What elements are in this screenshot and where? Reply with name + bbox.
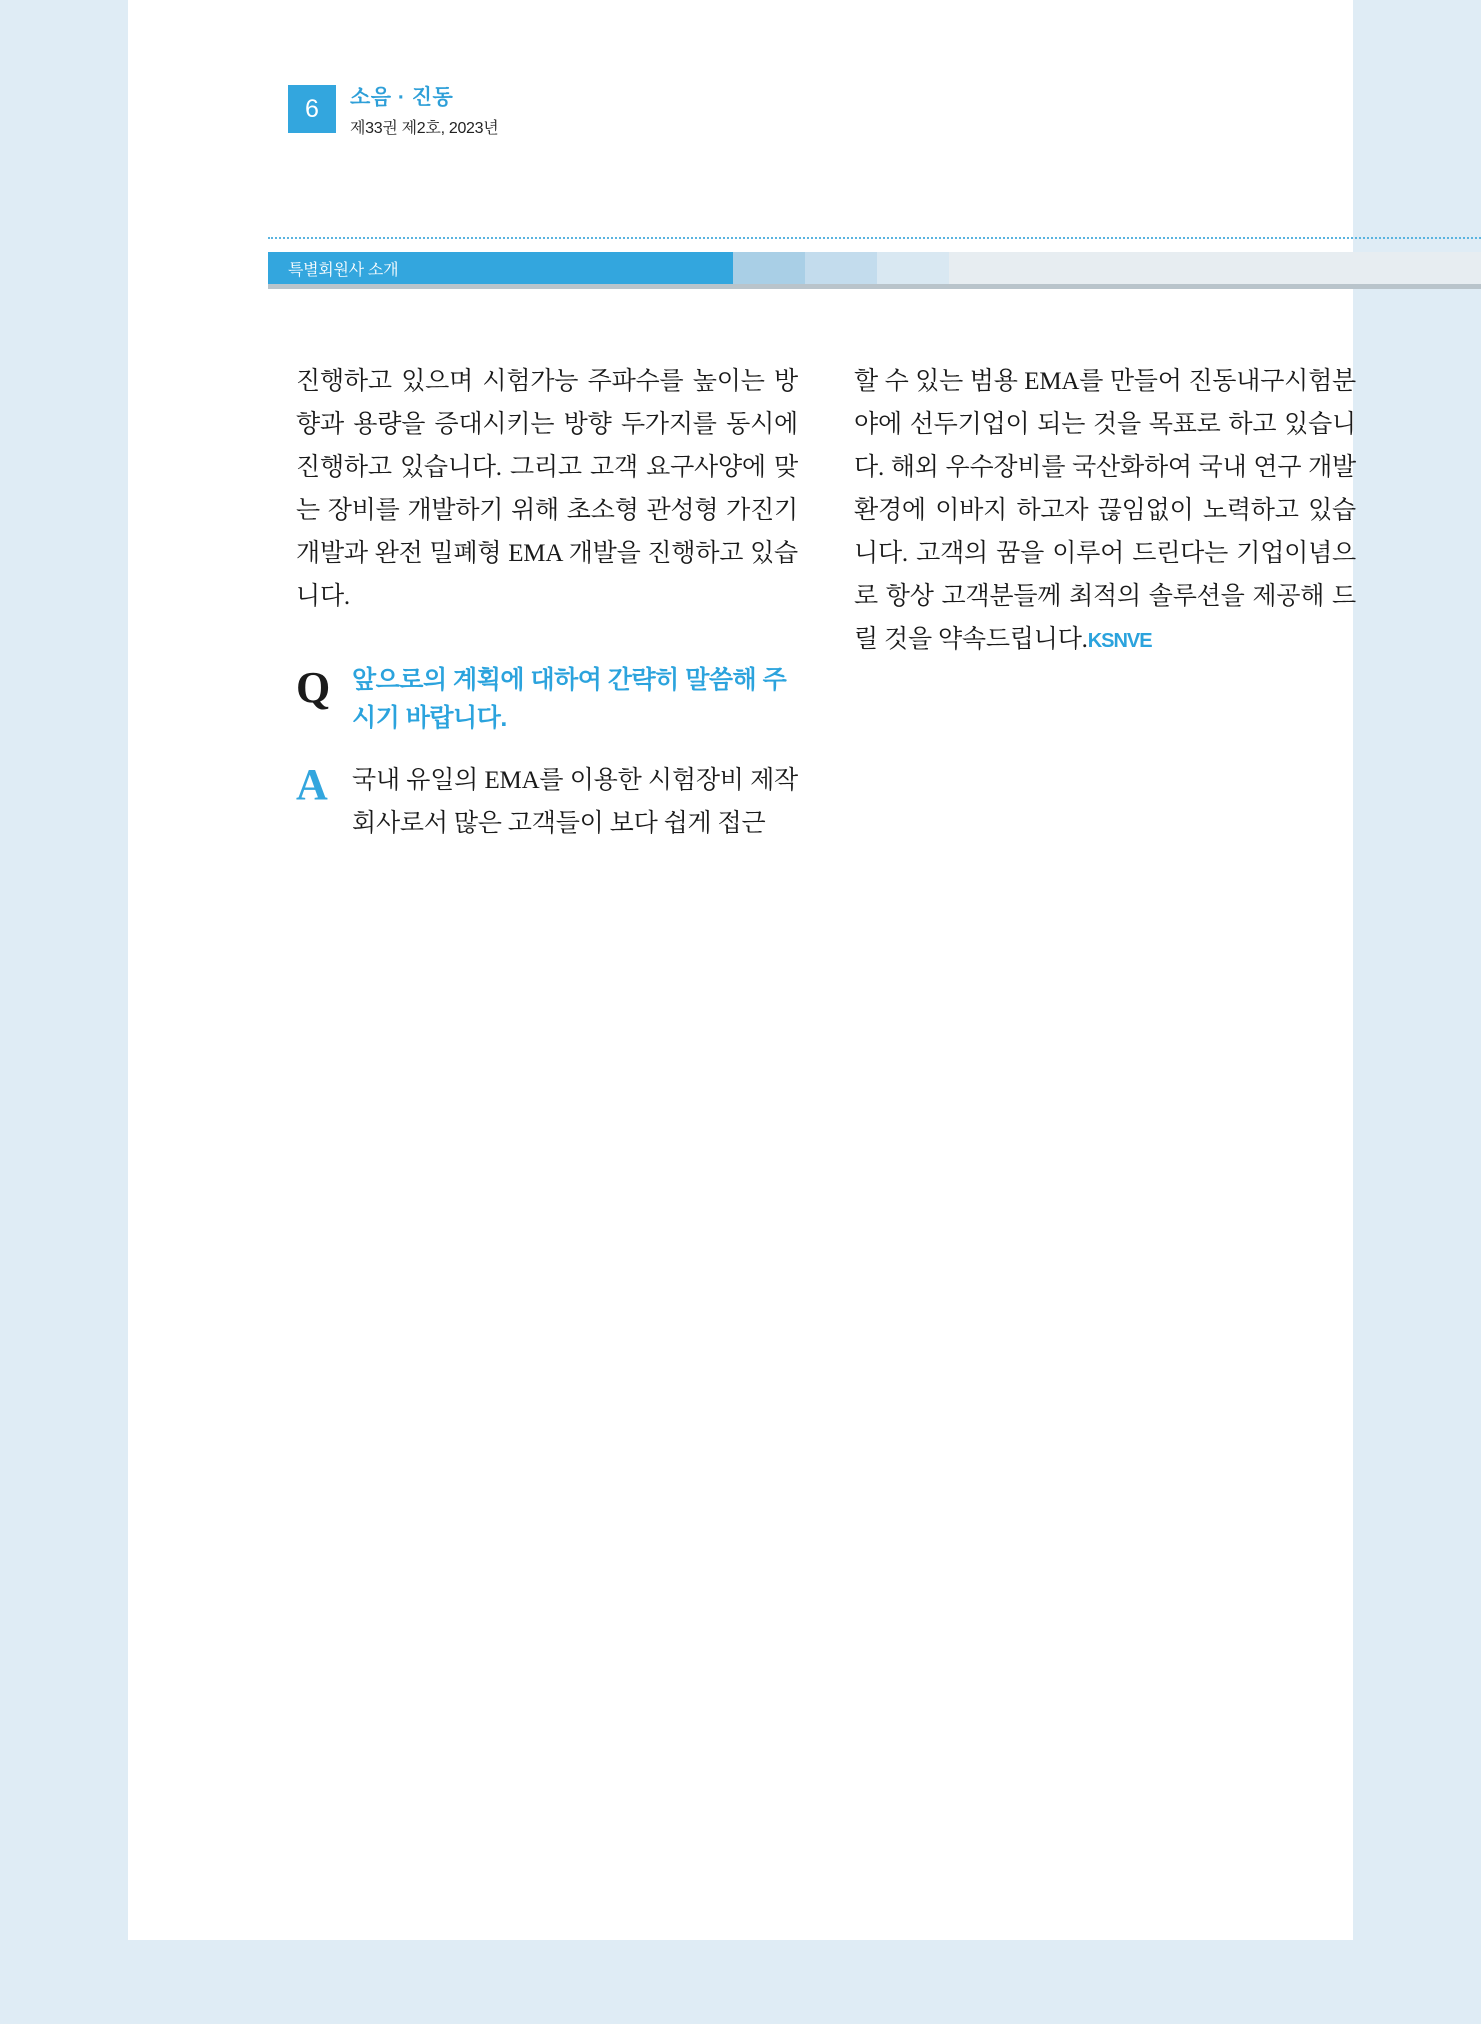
answer-text: 국내 유일의 EMA를 이용한 시험장비 제작회사로서 많은 고객들이 보다 쉽게 접근: [352, 767, 798, 837]
question-text: 앞으로의 계획에 대하여 간략히 말씀해 주시기 바랍니다.: [352, 666, 787, 732]
answer-mark-icon: A: [296, 760, 328, 809]
question-row: [296, 662, 798, 737]
right-column-paragraph-text: 할 수 있는 범용 EMA를 만들어 진동내구시험분야에 선두기업이 되는 것을 목표로 하고 있습니다. 해외 우수장비를 국산화하여 국내 연구 개발 환경에 이바지 하고자 끊임없이 노력하고 있습니다. 고객의 꿈을 이루어 드린다는 기업이념으로 항상 고객분들께 최적의 솔루션을 제공해 드릴 것을 약속드립니다.: [854, 368, 1356, 653]
answer-row: [296, 759, 798, 845]
page-number: 6: [288, 85, 336, 133]
article-body: [296, 360, 1356, 845]
section-label: 특별회원사 소개: [268, 252, 733, 284]
section-bar: [268, 252, 1481, 284]
section-bar-shadow: [268, 284, 1481, 289]
right-column-paragraph: [854, 360, 1356, 661]
left-column-paragraph: 진행하고 있으며 시험가능 주파수를 높이는 방향과 용량을 증대시키는 방향 두가지를 동시에 진행하고 있습니다. 그리고 고객 요구사양에 맞는 장비를 개발하기 위해 초소형 관성형 가진기 개발과 완전 밀폐형 EMA 개발을 진행하고 있습니다.: [296, 368, 798, 610]
page-header: [288, 85, 498, 138]
bar-block-3: [877, 252, 949, 284]
header-text-group: [350, 85, 498, 138]
right-column: [854, 360, 1356, 845]
journal-title: 소음 · 진동: [350, 86, 454, 109]
left-column: [296, 360, 798, 845]
bar-block-2: [805, 252, 877, 284]
bar-block-1: [733, 252, 805, 284]
ksnve-end-mark: KSNVE: [1087, 630, 1152, 652]
bar-tail: [949, 252, 1481, 284]
question-mark-icon: Q: [296, 663, 331, 712]
dotted-divider: [268, 237, 1481, 239]
qa-block: [296, 662, 798, 845]
document-page: [128, 0, 1356, 1940]
journal-issue: 제33권 제2호, 2023년: [350, 120, 499, 138]
